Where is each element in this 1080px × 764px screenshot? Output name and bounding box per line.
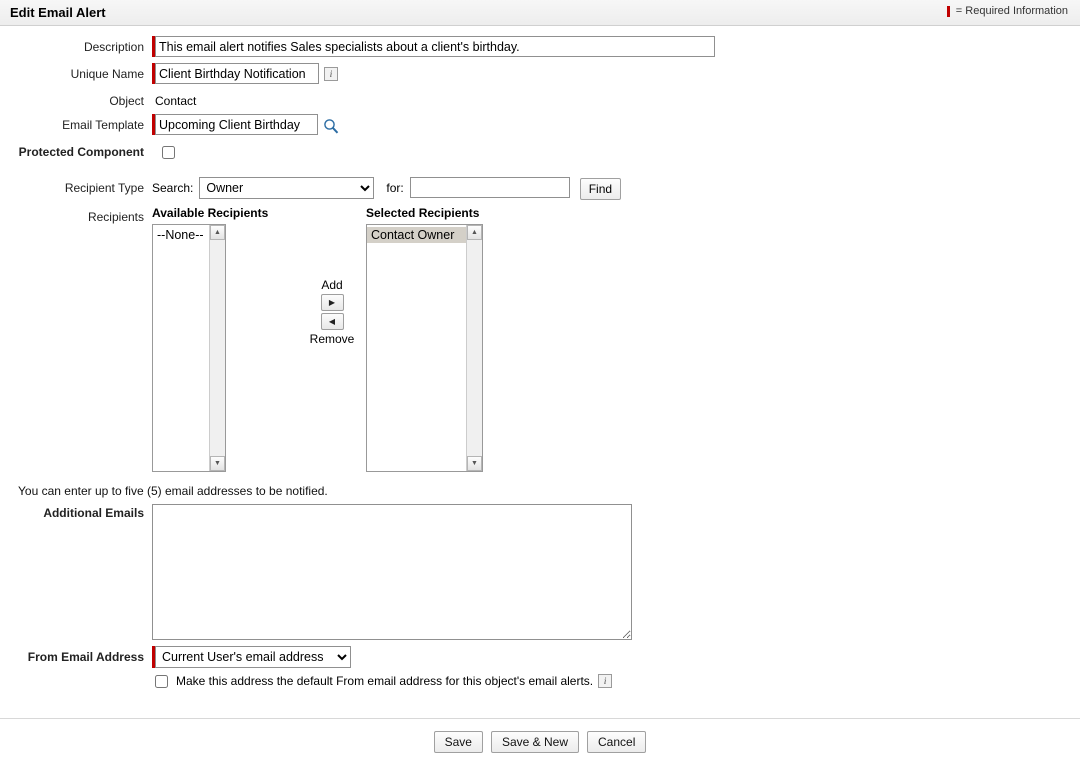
object-value: Contact — [155, 94, 197, 108]
recipients-label: Recipients — [87, 210, 144, 224]
description-field — [152, 36, 715, 57]
default-from-address-row — [155, 674, 1080, 688]
save-and-new-button[interactable]: Save & New — [491, 731, 579, 753]
remove-button[interactable]: ◀ — [321, 313, 344, 330]
email-template-label: Email Template — [62, 118, 144, 132]
unique-name-label: Unique Name — [70, 67, 144, 81]
selected-recipients-listbox[interactable] — [366, 224, 483, 472]
row-unique-name — [0, 63, 1080, 84]
recipients-dual-list — [152, 206, 483, 472]
available-recipients-listbox[interactable] — [152, 224, 226, 472]
list-item[interactable]: Contact Owner — [367, 227, 466, 243]
row-recipients — [0, 206, 1080, 472]
page-header — [0, 0, 1080, 26]
description-label: Description — [83, 40, 144, 54]
required-information-legend — [947, 5, 1068, 17]
add-label: Add — [321, 278, 343, 292]
from-email-address-field — [152, 646, 351, 668]
find-button[interactable]: Find — [580, 178, 621, 200]
email-template-field — [152, 114, 340, 135]
available-scrollbar[interactable] — [209, 225, 225, 471]
email-template-input[interactable] — [155, 114, 318, 135]
footer-actions — [0, 718, 1080, 764]
protected-component-field — [152, 141, 175, 159]
unique-name-input[interactable] — [155, 63, 319, 84]
magnifier-icon[interactable] — [322, 117, 340, 135]
protected-component-label: Protected Component — [18, 145, 144, 159]
row-object — [0, 90, 1080, 108]
save-button[interactable]: Save — [434, 731, 483, 753]
object-label: Object — [109, 94, 144, 108]
info-icon[interactable]: i — [598, 674, 612, 688]
selected-recipients-column — [366, 206, 483, 472]
available-recipients-items[interactable] — [153, 225, 209, 471]
row-additional-emails — [0, 504, 1080, 640]
page-title: Edit Email Alert — [10, 5, 106, 20]
scroll-down-icon[interactable]: ▼ — [467, 456, 482, 471]
list-item[interactable]: --None-- — [157, 228, 204, 242]
row-recipient-type — [0, 177, 1080, 200]
row-from-email-address — [0, 646, 1080, 668]
additional-emails-textarea[interactable] — [152, 504, 632, 640]
additional-emails-hint: You can enter up to five (5) email addresses to be notified. — [18, 484, 328, 498]
available-recipients-column — [152, 206, 298, 472]
required-marker-icon — [947, 6, 950, 17]
description-input[interactable] — [155, 36, 715, 57]
selected-scrollbar[interactable] — [466, 225, 482, 471]
recipient-type-field — [152, 177, 621, 200]
additional-emails-label: Additional Emails — [43, 506, 144, 520]
row-email-template — [0, 114, 1080, 135]
cancel-button[interactable]: Cancel — [587, 731, 646, 753]
for-label: for: — [386, 181, 404, 195]
from-email-address-label: From Email Address — [27, 650, 144, 664]
selected-recipients-header: Selected Recipients — [366, 206, 480, 220]
protected-component-checkbox[interactable] — [162, 146, 175, 159]
available-recipients-header: Available Recipients — [152, 206, 269, 220]
default-from-address-checkbox[interactable] — [155, 675, 168, 688]
object-field — [152, 90, 196, 108]
form-area — [0, 26, 1080, 688]
remove-label: Remove — [309, 332, 355, 346]
unique-name-field — [152, 63, 338, 84]
required-legend-label: = Required Information — [955, 5, 1068, 17]
scroll-down-icon[interactable]: ▼ — [210, 456, 225, 471]
row-description — [0, 36, 1080, 57]
dual-list-buttons — [298, 206, 366, 346]
scroll-up-icon[interactable]: ▲ — [210, 225, 225, 240]
recipient-type-label: Recipient Type — [64, 181, 144, 195]
selected-recipients-items[interactable] — [367, 225, 466, 471]
scroll-up-icon[interactable]: ▲ — [467, 225, 482, 240]
default-from-address-label: Make this address the default From email address for this object's email alerts. — [176, 674, 594, 688]
from-email-address-select[interactable] — [155, 646, 351, 668]
recipient-type-select[interactable] — [199, 177, 374, 199]
search-label: Search: — [152, 181, 194, 195]
additional-emails-field — [152, 504, 632, 640]
row-protected-component — [0, 141, 1080, 159]
recipient-search-input[interactable] — [410, 177, 570, 198]
info-icon[interactable]: i — [324, 67, 338, 81]
add-button[interactable]: ▶ — [321, 294, 344, 311]
